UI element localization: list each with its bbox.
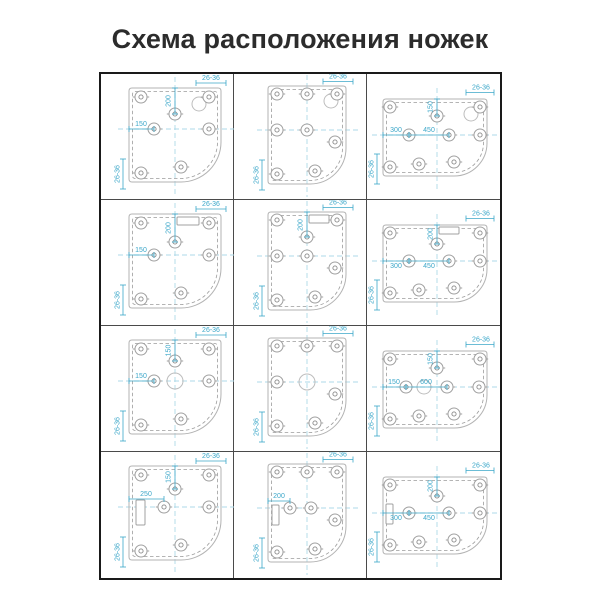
- dimension-label: 300: [389, 515, 402, 522]
- foot-marker: [155, 501, 171, 513]
- leg-layout-diagram: [367, 452, 500, 578]
- dimension-label: 26-36: [114, 543, 121, 561]
- leg-layout-diagram: [101, 326, 234, 452]
- dimension: [323, 326, 353, 337]
- leg-layout-diagram: [367, 326, 500, 452]
- grid-cell-narrow-center-drain: [234, 326, 367, 452]
- dimension-label: 200: [427, 228, 434, 240]
- foot-marker: [445, 534, 461, 546]
- foot-marker: [200, 249, 216, 261]
- leg-layout-diagram: [367, 200, 500, 326]
- foot-marker: [132, 419, 148, 431]
- dimension: [196, 201, 226, 212]
- dimension-label: 26-36: [471, 462, 490, 470]
- foot-marker: [445, 282, 461, 294]
- grid-cell-wide-overflow-left: [367, 452, 500, 578]
- foot-marker: [132, 167, 148, 179]
- dimension-label: 150: [165, 471, 172, 483]
- dimension-label: 26-36: [253, 544, 260, 562]
- dimension-label: 26-36: [368, 412, 375, 430]
- foot-marker: [381, 161, 397, 173]
- dimension-label: 200: [427, 480, 434, 492]
- foot-marker: [172, 161, 188, 173]
- dimension-label: 26-36: [368, 538, 375, 556]
- dimension-label: 26-36: [253, 166, 260, 184]
- dimension: [323, 452, 353, 463]
- foot-marker: [471, 507, 487, 519]
- dimension: [368, 532, 380, 562]
- dimension: [129, 491, 164, 502]
- leg-layout-diagram: [234, 200, 367, 326]
- foot-marker: [132, 469, 148, 481]
- leg-layout-diagram: [234, 326, 367, 452]
- overflow-fitting: [272, 505, 279, 525]
- dimension-label: 26-36: [201, 327, 220, 334]
- foot-marker: [306, 291, 322, 303]
- dimension-label: 26-36: [253, 292, 260, 310]
- overflow-fitting: [177, 217, 199, 225]
- dimension-label: 200: [297, 219, 304, 231]
- dimension-label: 26-36: [114, 165, 121, 183]
- foot-marker: [298, 250, 314, 262]
- dimension-label: 26-36: [201, 75, 220, 82]
- dimension: [323, 74, 353, 85]
- grid-cell-square-overflow-top: [101, 200, 234, 326]
- foot-marker: [200, 501, 216, 513]
- foot-marker: [381, 413, 397, 425]
- dimension-label: 200: [165, 95, 172, 107]
- grid-cell-narrow-overflow-left: [234, 452, 367, 578]
- foot-marker: [172, 539, 188, 551]
- grid-cell-wide-center-drain: [367, 326, 500, 452]
- foot-marker: [471, 129, 487, 141]
- leg-layout-grid: [99, 72, 502, 580]
- dimension: [114, 411, 126, 441]
- dimension-label: 26-36: [201, 201, 220, 208]
- foot-marker: [445, 408, 461, 420]
- dimension-label: 150: [134, 121, 147, 128]
- foot-marker: [410, 284, 426, 296]
- dimension-label: 26-36: [114, 291, 121, 309]
- dimension-label: 450: [422, 263, 435, 270]
- dimension-label: 450: [422, 127, 435, 134]
- dimension-label: 150: [427, 101, 434, 113]
- foot-marker: [200, 375, 216, 387]
- dimension-label: 200: [272, 493, 285, 500]
- dimension-label: 150: [134, 247, 147, 254]
- dimension-label: 600: [419, 379, 432, 386]
- dimension: [253, 286, 265, 316]
- grid-cell-narrow-overflow-top: [234, 200, 367, 326]
- dimension: [114, 537, 126, 567]
- dimension: [466, 337, 494, 348]
- overflow-fitting: [136, 500, 145, 525]
- foot-marker: [200, 217, 216, 229]
- dimension-label: 26-36: [328, 452, 347, 459]
- dimension-label: 300: [389, 127, 402, 134]
- foot-marker: [410, 410, 426, 422]
- page: [0, 24, 600, 600]
- grid-cell-square-center-drain: [101, 326, 234, 452]
- foot-marker: [381, 539, 397, 551]
- page-title: Схема расположения ножек: [111, 24, 489, 54]
- foot-marker: [445, 156, 461, 168]
- dimension: [114, 285, 126, 315]
- foot-marker: [306, 417, 322, 429]
- foot-marker: [410, 158, 426, 170]
- foot-marker: [326, 388, 342, 400]
- grid-cell-wide-overflow-top: [367, 200, 500, 326]
- grid-cell-square-corner-drain: [101, 74, 234, 200]
- dimension-label: 300: [389, 263, 402, 270]
- foot-marker: [326, 262, 342, 274]
- dimension: [253, 412, 265, 442]
- dimension-label: 26-36: [471, 336, 490, 344]
- leg-layout-diagram: [234, 452, 367, 578]
- dimension-label: 26-36: [253, 418, 260, 436]
- dimension-label: 150: [165, 344, 172, 357]
- dimension: [196, 75, 226, 86]
- foot-marker: [298, 124, 314, 136]
- leg-layout-diagram: [101, 200, 234, 326]
- overflow-fitting: [439, 227, 459, 234]
- foot-marker: [306, 165, 322, 177]
- dimension: [196, 327, 226, 338]
- foot-marker: [200, 469, 216, 481]
- foot-marker: [132, 545, 148, 557]
- grid-cell-wide-corner-drain: [367, 74, 500, 200]
- overflow-fitting: [309, 215, 329, 223]
- dimension-label: 200: [165, 222, 172, 234]
- dimension: [114, 159, 126, 189]
- dimension: [466, 463, 494, 474]
- foot-marker: [132, 91, 148, 103]
- foot-marker: [470, 381, 486, 393]
- leg-layout-diagram: [367, 74, 500, 200]
- foot-marker: [132, 343, 148, 355]
- dimension-label: 450: [422, 515, 435, 522]
- dimension: [196, 453, 226, 464]
- dimension: [253, 160, 265, 190]
- grid-cell-square-overflow-left: [101, 452, 234, 578]
- foot-marker: [172, 287, 188, 299]
- leg-layout-diagram: [234, 74, 367, 200]
- foot-marker: [172, 413, 188, 425]
- dimension-label: 26-36: [328, 200, 347, 207]
- dimension: [323, 200, 353, 211]
- dimension-label: 26-36: [368, 160, 375, 178]
- foot-marker: [132, 293, 148, 305]
- dimension-label: 150: [134, 373, 147, 380]
- grid-cell-narrow-corner-drain: [234, 74, 367, 200]
- dimension-label: 26-36: [368, 286, 375, 304]
- dimension-label: 250: [139, 491, 152, 498]
- foot-marker: [326, 514, 342, 526]
- foot-marker: [302, 502, 318, 514]
- leg-layout-diagram: [101, 74, 234, 200]
- dimension-label: 26-36: [328, 74, 347, 81]
- dimension-label: 26-36: [471, 84, 490, 92]
- foot-marker: [381, 287, 397, 299]
- foot-marker: [132, 217, 148, 229]
- dimension-label: 26-36: [328, 326, 347, 333]
- dimension-label: 26-36: [201, 453, 220, 460]
- dimension: [253, 538, 265, 568]
- foot-marker: [471, 255, 487, 267]
- leg-layout-diagram: [101, 452, 234, 578]
- foot-marker: [306, 543, 322, 555]
- foot-marker: [200, 91, 216, 103]
- dimension-label: 26-36: [114, 417, 121, 435]
- dimension: [368, 280, 380, 310]
- dimension-label: 26-36: [471, 210, 490, 218]
- dimension: [466, 211, 494, 222]
- dimension: [466, 85, 494, 96]
- foot-marker: [410, 536, 426, 548]
- foot-marker: [326, 136, 342, 148]
- dimension: [368, 154, 380, 184]
- dimension-label: 150: [387, 379, 400, 386]
- foot-marker: [200, 343, 216, 355]
- dimension: [368, 406, 380, 436]
- dimension-label: 150: [427, 353, 434, 365]
- foot-marker: [200, 123, 216, 135]
